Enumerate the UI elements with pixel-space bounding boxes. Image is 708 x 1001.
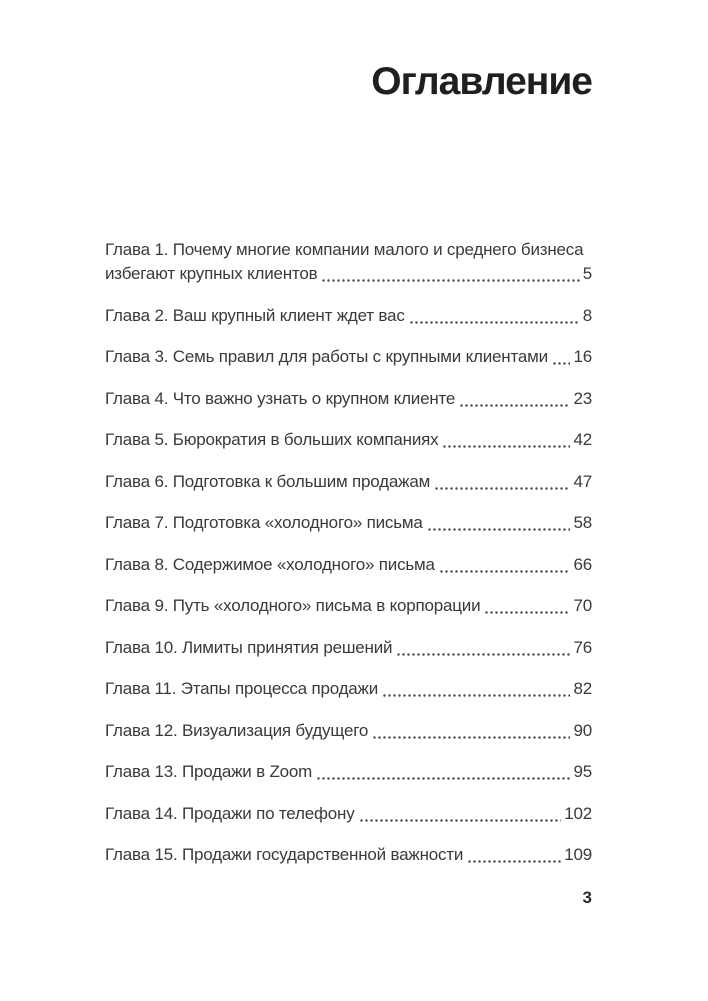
toc-entry-page-number: 95 [573,762,592,781]
toc-entry-text: Глава 9. Путь «холодного» письма в корпорации [105,596,481,615]
toc-entry-page-number: 82 [573,679,592,698]
toc-entry-line [105,553,592,577]
toc-entry [105,636,592,660]
dot-leader [439,570,571,573]
content-column [105,0,592,1001]
toc-entry-text: Глава 11. Этапы процесса продажи [105,679,379,698]
dot-leader [382,694,570,697]
toc-entry-text: Глава 13. Продажи в Zoom [105,762,313,781]
toc-entry-text: избегают крупных клиентов [105,264,318,283]
toc-entry-page-number: 5 [582,264,592,283]
toc-entry-line [105,345,592,369]
toc-entry-line [105,304,592,328]
dot-leader [467,860,561,863]
dot-leader [552,362,571,365]
toc-entry [105,387,592,411]
toc-entry-page-number: 90 [573,720,592,740]
dot-leader [434,487,570,490]
toc-entry-line [105,760,592,784]
toc-entry-text: Глава 10. Лимиты принятия решений [105,637,393,657]
toc-entry-page-number: 58 [573,513,592,532]
toc-entry-text: Глава 12. Визуализация будущего [105,720,369,740]
dot-leader [442,445,570,448]
toc-entry [105,511,592,535]
dot-leader [427,528,571,531]
toc-entry-page-number: 76 [573,637,592,657]
toc-entry [105,843,592,867]
toc-entry-page-number: 109 [564,845,592,864]
toc-entry-line [105,594,592,618]
page-number: 3 [582,888,592,907]
toc-entry-text: Глава 4. Что важно узнать о крупном клиенте [105,388,456,408]
toc-entry-line [105,843,592,867]
toc-entry-line [105,677,592,701]
dot-leader [321,279,579,282]
toc-entry-page-number: 23 [573,388,592,408]
toc-entry-line [105,238,592,262]
toc-entry-line [105,470,592,494]
toc-entry [105,470,592,494]
toc-entry-line [105,719,592,743]
toc-entry-text: Глава 15. Продажи государственной важности [105,845,464,864]
toc-entry-text: Глава 6. Подготовка к большим продажам [105,471,431,491]
dot-leader [409,321,580,324]
dot-leader [359,819,562,822]
toc-entry-text: Глава 14. Продажи по телефону [105,803,355,823]
toc-entry [105,802,592,826]
toc-entry-page-number: 102 [564,803,592,823]
toc-entry-text: Глава 8. Содержимое «холодного» письма [105,554,435,574]
toc-entry [105,594,592,618]
toc-entry [105,719,592,743]
toc-entry-page-number: 16 [573,347,592,366]
toc-entry [105,345,592,369]
toc-entry-text: Глава 7. Подготовка «холодного» письма [105,513,423,532]
toc-entry [105,304,592,328]
toc-entry-text: Глава 1. Почему многие компании малого и среднего бизнеса [105,240,584,259]
toc-entry-text: Глава 5. Бюрократия в больших компаниях [105,430,439,449]
toc-entry-line [105,262,592,286]
page-title: Оглавление [371,60,592,103]
toc-entry-text: Глава 3. Семь правил для работы с крупными клиентами [105,347,548,366]
toc-entry [105,677,592,701]
toc-entry-text: Глава 2. Ваш крупный клиент ждет вас [105,305,405,325]
toc-entry-page-number: 42 [573,430,592,449]
toc-entry [105,553,592,577]
toc-entry-line [105,387,592,411]
toc-entry [105,428,592,452]
dot-leader [459,404,570,407]
toc-list [105,238,592,885]
dot-leader [484,611,570,614]
toc-entry-page-number: 66 [573,554,592,574]
toc-entry-page-number: 8 [582,305,592,325]
dot-leader [316,777,570,780]
toc-entry [105,238,592,286]
toc-entry-page-number: 70 [573,596,592,615]
toc-entry-line [105,511,592,535]
dot-leader [396,653,570,656]
toc-entry-page-number: 47 [573,471,592,491]
toc-entry [105,760,592,784]
toc-entry-line [105,802,592,826]
toc-entry-line [105,428,592,452]
dot-leader [372,736,570,739]
toc-entry-line [105,636,592,660]
